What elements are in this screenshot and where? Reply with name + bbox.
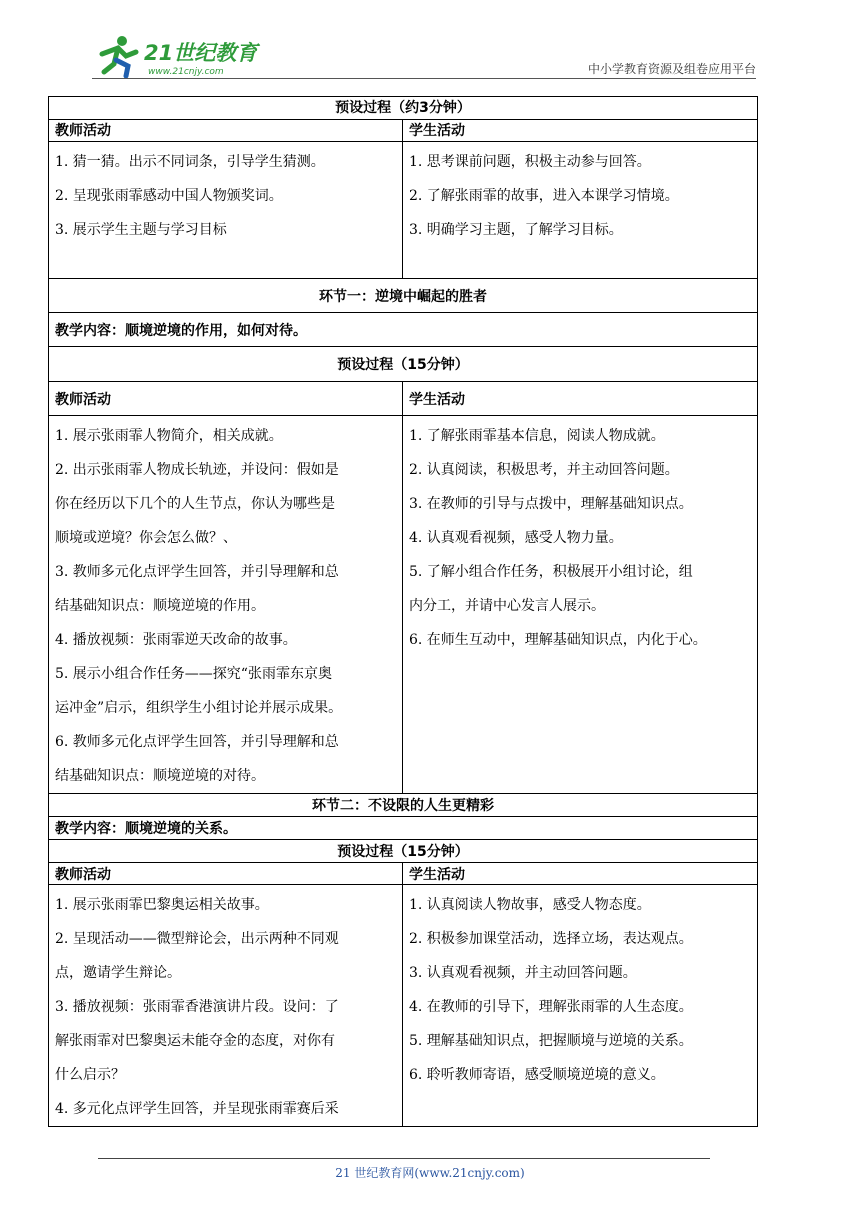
teacher-activities-0 bbox=[49, 142, 403, 279]
list-item: 5. 了解小组合作任务，积极展开小组讨论，组 bbox=[409, 564, 693, 580]
list-item: 你在经历以下几个的人生节点，你认为哪些是 bbox=[55, 496, 335, 512]
logo-url: www.21cnjy.com bbox=[148, 67, 224, 77]
list-item: 1. 思考课前问题，积极主动参与回答。 bbox=[409, 154, 651, 170]
list-item: 4. 在教师的引导下，理解张雨霏的人生态度。 bbox=[409, 999, 693, 1015]
teacher-activities-2 bbox=[49, 885, 403, 1127]
lesson-plan-table bbox=[48, 96, 758, 1127]
logo-text: 21世纪教育 bbox=[144, 41, 258, 65]
list-item: 2. 呈现活动——微型辩论会，出示两种不同观 bbox=[55, 931, 339, 947]
list-item: 2. 了解张雨霏的故事，进入本课学习情境。 bbox=[409, 188, 679, 204]
list-item: 结基础知识点：顺境逆境的对待。 bbox=[55, 768, 265, 784]
header-divider bbox=[92, 78, 756, 79]
list-item: 2. 积极参加课堂活动，选择立场，表达观点。 bbox=[409, 931, 693, 947]
list-item: 什么启示？ bbox=[55, 1067, 125, 1083]
list-item: 3. 教师多元化点评学生回答，并引导理解和总 bbox=[55, 564, 339, 580]
platform-title: 中小学教育资源及组卷应用平台 bbox=[587, 62, 756, 76]
teacher-header-1: 教师活动 bbox=[49, 382, 403, 416]
content-1: 教学内容：顺境逆境的作用，如何对待。 bbox=[49, 313, 758, 347]
list-item: 2. 出示张雨霏人物成长轨迹，并设问：假如是 bbox=[55, 462, 339, 478]
list-item: 5. 展示小组合作任务——探究“张雨霏东京奥 bbox=[55, 666, 332, 682]
list-item: 点，邀请学生辩论。 bbox=[55, 965, 181, 981]
section-title-1: 环节一：逆境中崛起的胜者 bbox=[49, 279, 758, 313]
list-item: 3. 展示学生主题与学习目标 bbox=[55, 222, 227, 238]
list-item: 1. 展示张雨霏人物简介，相关成就。 bbox=[55, 428, 283, 444]
footer-divider bbox=[98, 1158, 710, 1159]
list-item: 顺境或逆境？你会怎么做？、 bbox=[55, 530, 237, 546]
list-item: 6. 在师生互动中，理解基础知识点，内化于心。 bbox=[409, 632, 707, 648]
teacher-activities-1 bbox=[49, 416, 403, 794]
student-header-0: 学生活动 bbox=[403, 120, 758, 142]
list-item: 3. 在教师的引导与点拨中，理解基础知识点。 bbox=[409, 496, 693, 512]
student-activities-2 bbox=[403, 885, 758, 1127]
runner-logo-icon bbox=[92, 34, 267, 78]
student-activities-1 bbox=[403, 416, 758, 794]
list-item: 1. 展示张雨霏巴黎奥运相关故事。 bbox=[55, 897, 269, 913]
site-logo[interactable] bbox=[92, 34, 267, 78]
list-item: 3. 播放视频：张雨霏香港演讲片段。设问：了 bbox=[55, 999, 339, 1015]
teacher-header-0: 教师活动 bbox=[49, 120, 403, 142]
list-item: 3. 明确学习主题，了解学习目标。 bbox=[409, 222, 623, 238]
content-2: 教学内容：顺境逆境的关系。 bbox=[49, 817, 758, 840]
list-item: 6. 聆听教师寄语，感受顺境逆境的意义。 bbox=[409, 1067, 665, 1083]
list-item: 1. 猜一猜。出示不同词条，引导学生猜测。 bbox=[55, 154, 325, 170]
process-header-2: 预设过程（15分钟） bbox=[49, 840, 758, 863]
footer-link[interactable]: 21 世纪教育网(www.21cnjy.com) bbox=[335, 1166, 525, 1180]
list-item: 4. 认真观看视频，感受人物力量。 bbox=[409, 530, 623, 546]
page-header bbox=[0, 0, 860, 80]
list-item: 运冲金”启示，组织学生小组讨论并展示成果。 bbox=[55, 700, 343, 716]
process-header-1: 预设过程（15分钟） bbox=[49, 347, 758, 382]
teacher-header-2: 教师活动 bbox=[49, 863, 403, 885]
list-item: 1. 了解张雨霏基本信息，阅读人物成就。 bbox=[409, 428, 665, 444]
student-header-1: 学生活动 bbox=[403, 382, 758, 416]
list-item: 解张雨霏对巴黎奥运未能夺金的态度，对你有 bbox=[55, 1033, 335, 1049]
list-item: 2. 认真阅读，积极思考，并主动回答问题。 bbox=[409, 462, 679, 478]
student-activities-0 bbox=[403, 142, 758, 279]
list-item: 4. 播放视频：张雨霏逆天改命的故事。 bbox=[55, 632, 297, 648]
list-item: 结基础知识点：顺境逆境的作用。 bbox=[55, 598, 265, 614]
section-title-2: 环节二：不设限的人生更精彩 bbox=[49, 794, 758, 817]
list-item: 2. 呈现张雨霏感动中国人物颁奖词。 bbox=[55, 188, 283, 204]
list-item: 1. 认真阅读人物故事，感受人物态度。 bbox=[409, 897, 651, 913]
list-item: 6. 教师多元化点评学生回答，并引导理解和总 bbox=[55, 734, 339, 750]
list-item: 内分工，并请中心发言人展示。 bbox=[409, 598, 605, 614]
process-header-0: 预设过程（约3分钟） bbox=[49, 97, 758, 120]
list-item: 5. 理解基础知识点，把握顺境与逆境的关系。 bbox=[409, 1033, 693, 1049]
list-item: 3. 认真观看视频，并主动回答问题。 bbox=[409, 965, 637, 981]
list-item: 4. 多元化点评学生回答，并呈现张雨霏赛后采 bbox=[55, 1101, 339, 1117]
student-header-2: 学生活动 bbox=[403, 863, 758, 885]
